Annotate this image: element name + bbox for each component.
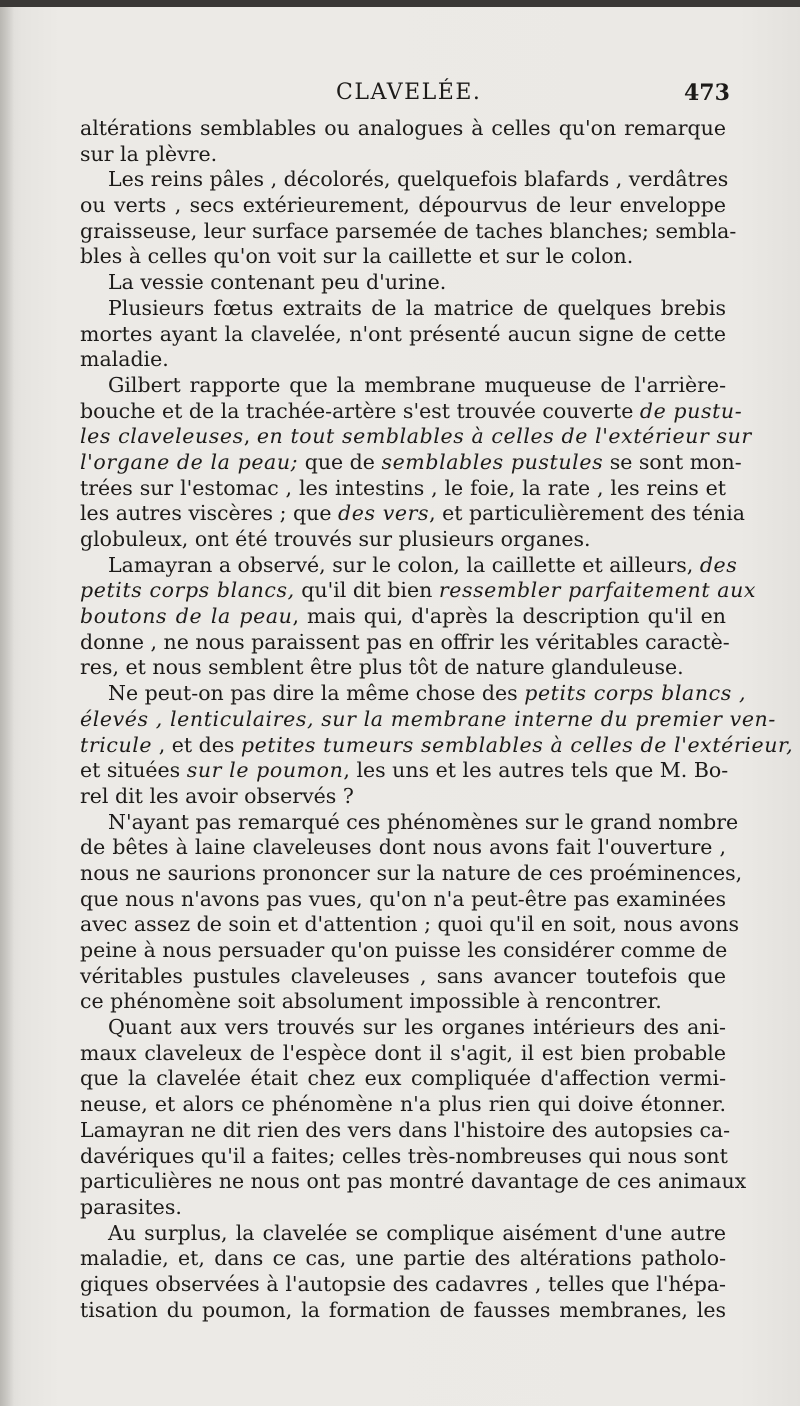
text-line <box>80 681 747 707</box>
italic-text: l'organe de la peau; <box>80 449 299 474</box>
text-segment: Au surplus, la clavelée se complique aisément d'une autre <box>108 1220 726 1245</box>
text-line <box>80 784 726 810</box>
text-line <box>80 604 726 630</box>
italic-text: en tout semblables à celles de l'extérieur sur <box>256 424 752 449</box>
italic-text: semblables pustules <box>381 449 604 474</box>
text-line <box>80 270 726 296</box>
text-line <box>80 347 726 373</box>
text-line <box>80 706 776 733</box>
text-segment: que de <box>298 449 382 474</box>
text-segment: N'ayant pas remarqué ces phénomènes sur le grand nombre <box>108 809 739 834</box>
text-segment: La vessie contenant peu d'urine. <box>108 270 447 295</box>
text-line <box>80 449 742 476</box>
text-line <box>80 578 757 604</box>
text-line <box>80 964 726 990</box>
text-line <box>80 1246 726 1272</box>
text-segment: Lamayran ne dit rien des vers dans l'histoire des autopsies ca- <box>80 1117 731 1142</box>
text-segment: bles à celles qu'on voit sur la caillette et sur le colon. <box>80 244 634 269</box>
text-line <box>80 1144 726 1170</box>
text-line <box>80 1195 726 1221</box>
text-line <box>80 732 794 759</box>
text-line <box>80 1272 726 1298</box>
text-line <box>80 989 726 1015</box>
text-segment: globuleux, ont été trouvés sur plusieurs organes. <box>80 527 591 551</box>
text-line <box>80 501 746 527</box>
text-segment: giques observées à l'autopsie des cadavres , telles que l'hépa- <box>80 1271 726 1296</box>
text-line <box>80 398 743 425</box>
text-line <box>80 193 726 219</box>
text-line <box>80 1117 731 1144</box>
text-line <box>80 527 726 553</box>
italic-text: petits corps blancs , <box>524 681 747 706</box>
text-line <box>80 1041 726 1067</box>
page-header <box>0 80 800 114</box>
text-line <box>80 373 726 399</box>
text-line <box>80 1221 726 1247</box>
text-segment: , et particulièrement des ténia <box>429 501 746 526</box>
text-segment: véritables pustules claveleuses , sans avancer toutefois que <box>80 963 726 988</box>
binding-shadow <box>0 7 14 1406</box>
italic-text: tricule <box>80 732 153 757</box>
text-segment: maladie, et, dans ce cas, une partie des altérations patholo- <box>80 1246 726 1271</box>
text-segment: bouche et de la trachée-artère s'est trouvée couverte <box>80 398 640 423</box>
text-segment: maux claveleux de l'espèce dont il s'agit, il est bien probable <box>80 1040 726 1065</box>
text-line <box>80 655 726 681</box>
text-segment: , mais qui, d'après la description qu'il en <box>292 604 726 629</box>
italic-text: petites tumeurs semblables à celles de l'extérieur, <box>240 732 794 757</box>
text-line <box>80 938 726 964</box>
text-line <box>80 629 730 656</box>
text-segment: sur la plèvre. <box>80 141 218 166</box>
text-line <box>80 1298 726 1324</box>
text-segment: maladie. <box>80 347 169 372</box>
italic-text: petits corps blancs, <box>80 578 295 603</box>
text-segment: , et des <box>152 732 241 757</box>
text-segment: parasites. <box>80 1194 182 1219</box>
text-segment: Plusieurs fœtus extraits de la matrice de quelques brebis <box>108 295 726 320</box>
text-line <box>80 424 752 450</box>
text-segment: Quant aux vers trouvés sur les organes intérieurs des ani- <box>108 1015 726 1040</box>
text-line <box>80 1092 726 1118</box>
text-segment: ce phénomène soit absolument impossible à rencontrer. <box>80 989 662 1014</box>
text-line <box>80 912 740 938</box>
text-line <box>80 887 726 913</box>
text-segment: particulières ne nous ont pas montré davantage de ces animaux <box>80 1169 747 1194</box>
text-segment: tisation du poumon, la formation de fausses membranes, les <box>80 1297 726 1322</box>
text-segment: graisseuse, leur surface parsemée de taches blanches; sembla- <box>80 218 737 243</box>
text-segment: et situées <box>80 758 187 783</box>
text-segment: davériques qu'il a faites; celles très-nombreuses qui nous sont <box>80 1143 728 1168</box>
text-segment: , <box>243 424 257 449</box>
text-line <box>80 142 726 168</box>
text-line <box>80 167 729 193</box>
text-line <box>80 1015 726 1041</box>
text-segment: nous ne saurions prononcer sur la nature de ces proéminences, <box>80 860 743 885</box>
text-line <box>80 244 726 270</box>
text-line <box>80 1169 747 1195</box>
page-number: 473 <box>684 80 730 106</box>
text-line <box>80 758 729 784</box>
text-line <box>80 552 738 579</box>
body-text <box>80 116 794 1323</box>
text-segment: Ne peut-on pas dire la même chose des <box>108 681 525 706</box>
text-line <box>80 218 737 245</box>
text-segment: qu'il dit bien <box>294 578 439 603</box>
text-segment: avec assez de soin et d'attention ; quoi qu'il en soit, nous avons <box>80 912 740 937</box>
text-segment: que la clavelée était chez eux compliquée d'affection vermi- <box>80 1066 726 1091</box>
text-segment: Gilbert rapporte que la membrane muqueuse de l'arrière- <box>108 372 726 397</box>
italic-text: des <box>699 552 738 577</box>
text-segment: ou verts , secs extérieurement, dépourvus de leur enveloppe <box>80 193 726 218</box>
italic-text: de pustu- <box>639 398 743 423</box>
text-line <box>80 322 726 348</box>
text-line <box>80 1066 726 1092</box>
text-segment: res, et nous semblent être plus tôt de nature glanduleuse. <box>80 655 684 680</box>
text-segment: les autres viscères ; que <box>80 501 338 526</box>
text-segment: donne , ne nous paraissent pas en offrir les véritables caractè- <box>80 629 730 654</box>
text-segment: que nous n'avons pas vues, qu'on n'a peut-être pas examinées <box>80 886 726 911</box>
text-segment: trées sur l'estomac , les intestins , le foie, la rate , les reins et <box>80 475 726 500</box>
text-line <box>80 476 726 502</box>
page-top-edge <box>0 0 800 7</box>
italic-text: élevés , lenticulaires, sur la membrane interne du premier ven- <box>80 706 776 731</box>
text-segment: peine à nous persuader qu'on puisse les considérer comme de <box>80 938 728 962</box>
text-segment: altérations semblables ou analogues à celles qu'on remarque <box>80 116 726 140</box>
text-segment: rel dit les avoir observés ? <box>80 783 354 808</box>
text-line <box>80 296 726 322</box>
italic-text: sur le poumon <box>186 758 344 783</box>
text-line <box>80 809 739 836</box>
text-segment: , les uns et les autres tels que M. Bo- <box>343 758 729 783</box>
text-line <box>80 116 726 142</box>
text-segment: neuse, et alors ce phénomène n'a plus rien qui doive étonner. <box>80 1092 726 1117</box>
text-segment: se sont mon- <box>603 449 742 474</box>
text-segment: Les reins pâles , décolorés, quelquefois blafards , verdâtres <box>108 167 729 192</box>
text-segment: mortes ayant la clavelée, n'ont présenté aucun signe de cette <box>80 321 726 346</box>
text-line <box>80 835 726 861</box>
running-title: CLAVELÉE. <box>336 80 482 105</box>
italic-text: ressembler parfaitement aux <box>438 578 757 603</box>
text-line <box>80 860 743 887</box>
italic-text: les claveleuses <box>80 424 244 449</box>
italic-text: boutons de la peau <box>80 604 293 629</box>
italic-text: des vers <box>338 501 430 526</box>
text-segment: de bêtes à laine claveleuses dont nous avons fait l'ouverture , <box>80 835 726 860</box>
text-segment: Lamayran a observé, sur le colon, la caillette et ailleurs, <box>108 552 700 577</box>
